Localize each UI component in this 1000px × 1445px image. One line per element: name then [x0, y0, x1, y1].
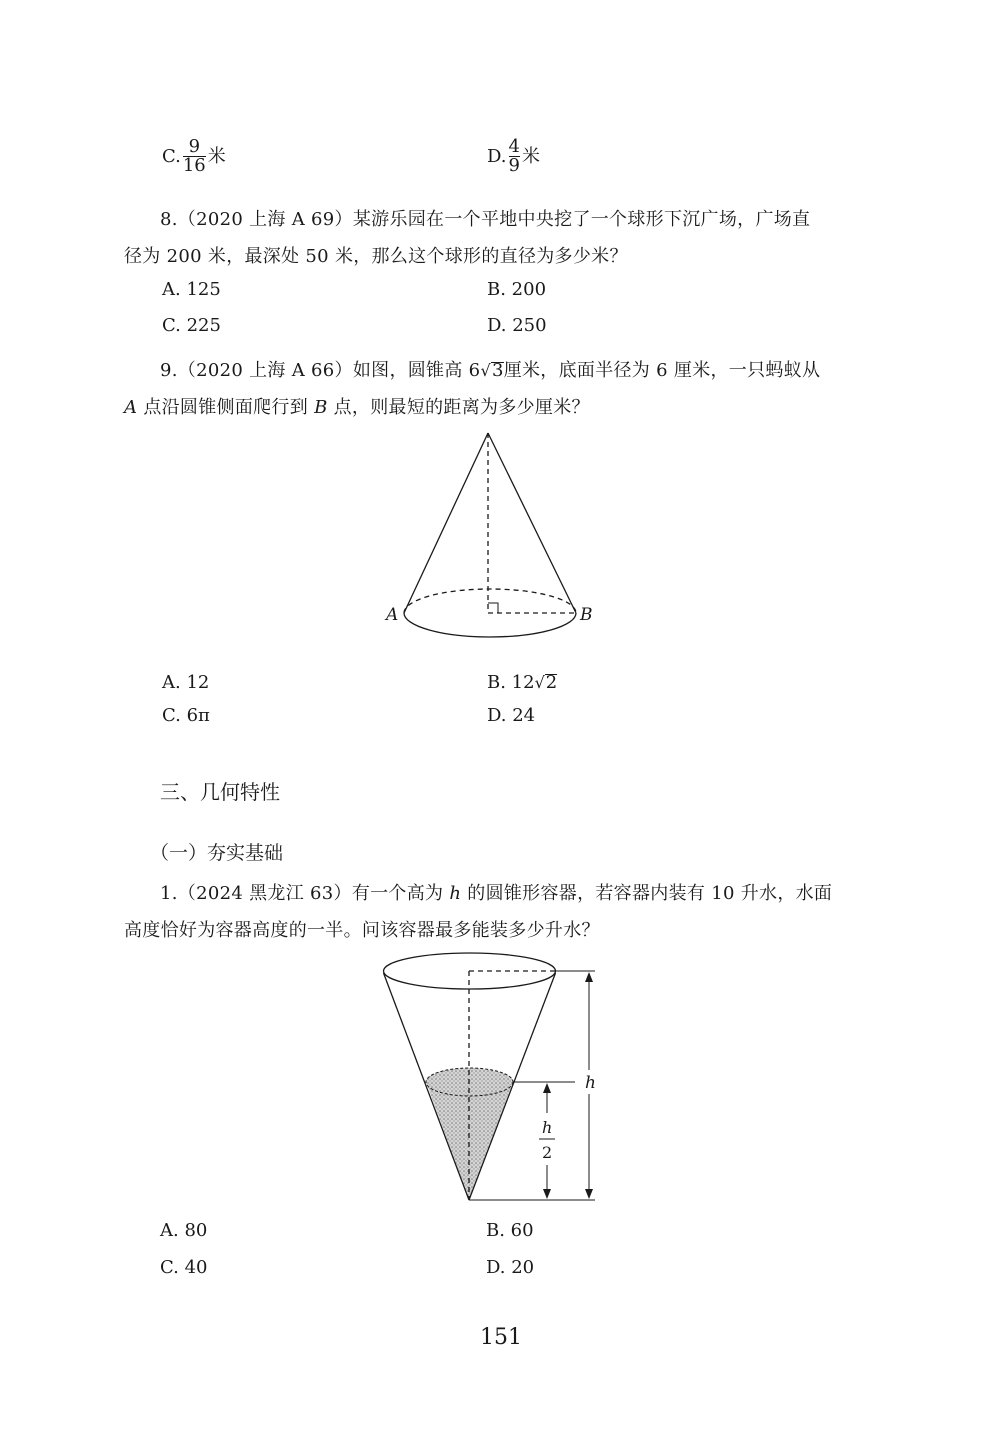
q9-option-d: D. 24: [487, 705, 536, 726]
q9-stem-pre: 9.（2020 上海 A 66）如图，圆锥高 6: [160, 360, 481, 381]
q7-option-c-numerator: 9: [188, 136, 201, 157]
q9-stem-end: 点，则最短的距离为多少厘米？: [327, 397, 590, 418]
q9-option-b-pre: B. 12: [487, 672, 535, 693]
h-arrow-down: [585, 1189, 593, 1199]
page-number: 151: [480, 1325, 522, 1350]
q1-option-b: B. 60: [486, 1220, 534, 1241]
subsection-title: （一）夯实基础: [150, 842, 284, 864]
q1-container-figure: [375, 950, 615, 1205]
q1-stem-pre: 1.（2024 黑龙江 63）有一个高为: [160, 883, 450, 904]
cone-left-slant: [404, 433, 488, 613]
q8-option-b: B. 200: [487, 279, 547, 300]
fig-label-a: A: [386, 605, 399, 625]
q9-option-c: C. 6π: [162, 705, 210, 726]
q9-option-b: B. 12√2: [487, 672, 558, 693]
h-arrow-up: [585, 972, 593, 982]
q1-stem-line2: 高度恰好为容器高度的一半。问该容器最多能装多少升水？: [124, 920, 600, 941]
q7-option-c-unit: 米: [207, 145, 226, 167]
q7-option-d-denominator: 9: [508, 155, 520, 176]
fig-label-half-h-denominator: 2: [542, 1143, 553, 1162]
q1-var-h: h: [449, 883, 462, 904]
q9-stem-line2: [124, 393, 590, 419]
cone-base-back-arc: [404, 589, 576, 613]
q7-option-d-fraction: [509, 138, 520, 175]
right-angle-mark: [488, 603, 498, 613]
q7-option-d-numerator: 4: [508, 136, 520, 157]
fig-label-b: B: [580, 605, 593, 625]
fig-label-half-h-numerator: h: [542, 1118, 553, 1137]
cone-base-front-arc: [404, 613, 576, 637]
half-h-arrow-down: [543, 1189, 551, 1199]
q1-option-a: A. 80: [160, 1220, 208, 1241]
q9-cone-figure: [370, 425, 610, 650]
q9-stem-radicand: 3: [491, 360, 504, 381]
q7-option-c-denominator: 16: [182, 155, 206, 176]
q1-stem-line1: [160, 879, 832, 905]
q8-option-d: D. 250: [487, 315, 547, 336]
section-title: 三、几何特性: [160, 780, 280, 804]
q9-stem-line1: 9.（2020 上海 A 66）如图，圆锥高 6√3厘米，底面半径为 6 厘米，一只蚂蚁从: [160, 360, 821, 381]
q7-option-d: [487, 138, 540, 175]
q7-option-d-prefix: D.: [487, 145, 507, 167]
q1-option-d: D. 20: [486, 1257, 535, 1278]
q9-point-b: B: [314, 397, 328, 418]
q8-option-a: A. 125: [162, 279, 221, 300]
q1-option-c: C. 40: [160, 1257, 208, 1278]
q9-option-a: A. 12: [162, 672, 210, 693]
q1-stem-post: 的圆锥形容器，若容器内装有 10 升水，水面: [461, 883, 833, 904]
q9-stem-post: 厘米，底面半径为 6 厘米，一只蚂蚁从: [503, 360, 821, 381]
q7-option-c-fraction: [183, 138, 206, 175]
half-h-arrow-up: [543, 1083, 551, 1093]
q8-stem-line1: 8.（2020 上海 A 69）某游乐园在一个平地中央挖了一个球形下沉广场，广场直: [160, 209, 811, 230]
q9-stem-mid: 点沿圆锥侧面爬行到: [137, 397, 315, 418]
q9-point-a: A: [124, 397, 138, 418]
q8-option-c: C. 225: [162, 315, 221, 336]
q7-option-c: [162, 138, 226, 175]
q7-option-d-unit: 米: [521, 145, 540, 167]
cone-right-slant: [488, 433, 576, 613]
fig-label-h: h: [585, 1073, 596, 1093]
q9-option-b-radicand: 2: [545, 672, 558, 693]
q8-stem-line2: 径为 200 米，最深处 50 米，那么这个球形的直径为多少米？: [124, 246, 628, 267]
q7-option-c-prefix: C.: [162, 145, 181, 167]
